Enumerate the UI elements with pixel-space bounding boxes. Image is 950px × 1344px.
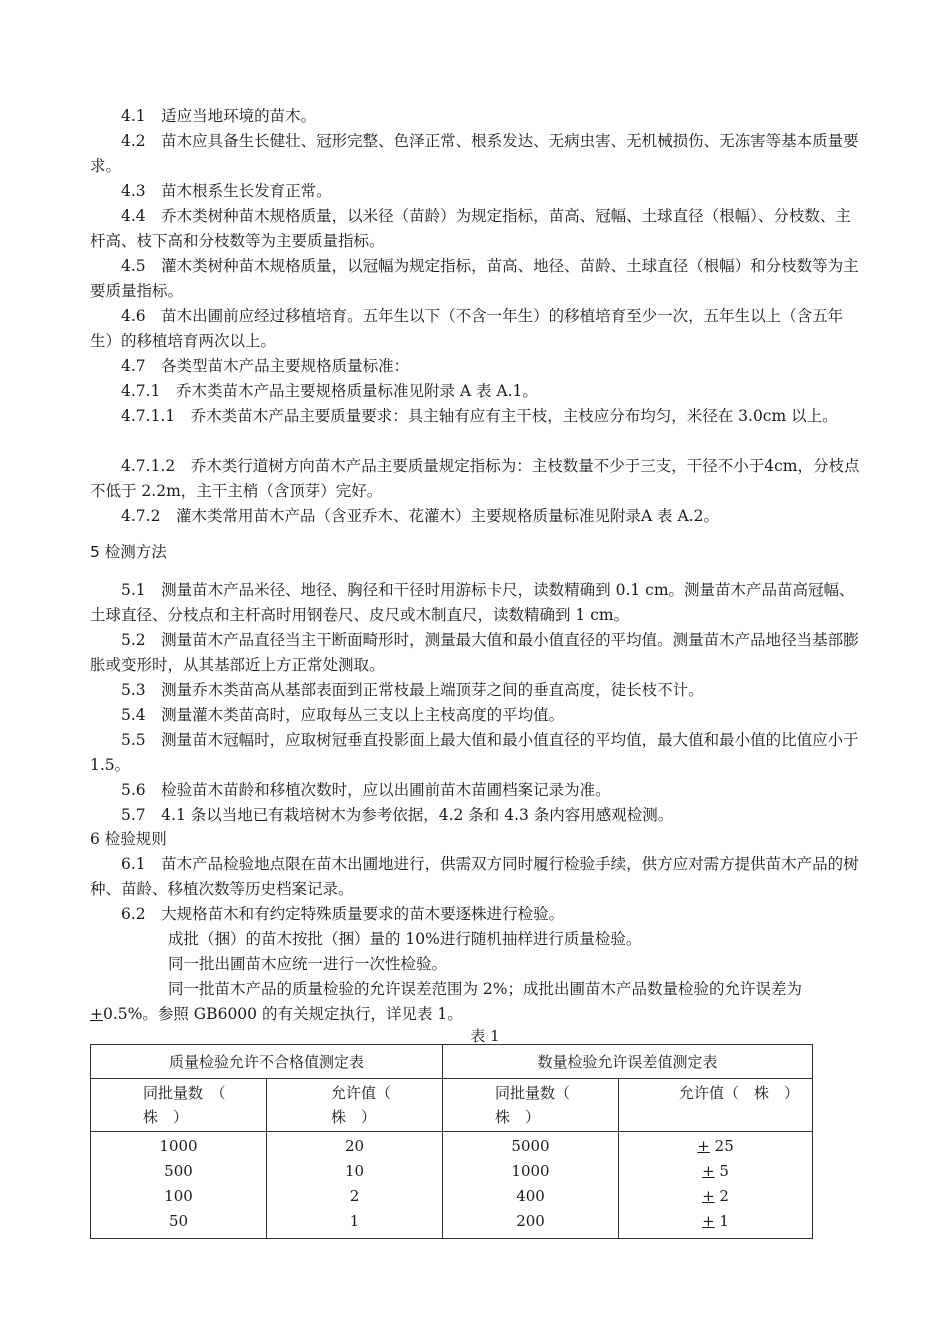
allowed-column-2 [619, 1132, 813, 1239]
cell-value: 50 [168, 1212, 189, 1230]
clause-4-7: 4.7 各类型苗木产品主要规格质量标准： [121, 357, 410, 375]
table-header-batch-size-2 [443, 1079, 619, 1132]
plus-minus-sign: + [702, 1162, 715, 1180]
clause-5-3: 5.3 测量乔木类苗高从基部表面到正常枝最上端顶芽之间的垂直高度，徒长枝不计。 [121, 681, 704, 699]
header-text: 同批量数 （ 株 ） [143, 1084, 241, 1126]
clause-5-1: 5.1 测量苗木产品米径、地径、胸径和干径时用游标卡尺，读数精确到 0.1 cm。测量苗木产品苗高冠幅、土球直径、分枝点和主杆高时用钢卷尺、皮尺或木制直尺，读数精确到 1 cm。 [90, 581, 855, 624]
cell-number: 25 [714, 1137, 734, 1155]
tolerance-text-b: 0.5%。参照 GB6000 的有关规定执行，详见表 1。 [103, 1005, 463, 1023]
plus-minus-sign: + [697, 1137, 710, 1155]
cell-value [619, 1209, 812, 1234]
cell-value [619, 1134, 812, 1159]
clause-6-2-single-batch: 同一批出圃苗木应统一进行一次性检验。 [168, 955, 448, 973]
clause-6-2-tolerance [90, 977, 860, 1027]
cell-value: 1000 [511, 1162, 550, 1180]
tolerance-text-a: 同一批苗木产品的质量检验的允许误差范围为 2%；成批出圃苗木产品数量检验的允许误差为 [168, 980, 803, 998]
clause-5-6: 5.6 检验苗木苗龄和移植次数时，应以出圃前苗木苗圃档案记录为准。 [121, 781, 611, 799]
cell-value [619, 1184, 812, 1209]
table-group-quality: 质量检验允许不合格值测定表 [91, 1045, 443, 1079]
section-5-heading: 5 检测方法 [90, 543, 167, 561]
header-text: 允许值（ 株 ） [679, 1084, 800, 1102]
allowed-column-1 [267, 1132, 443, 1239]
table-header-batch-size-1 [91, 1079, 267, 1132]
table-header-allowed-2 [619, 1079, 813, 1132]
clause-6-2-sampling: 成批（捆）的苗木按批（捆）量的 10%进行随机抽样进行质量检验。 [168, 930, 642, 948]
clause-6-2: 6.2 大规格苗木和有约定特殊质量要求的苗木要逐株进行检验。 [121, 905, 565, 923]
cell-value: 10 [344, 1162, 365, 1180]
table-header-allowed-1 [267, 1079, 443, 1132]
clause-4-7-1-2: 4.7.1.2 乔木类行道树方向苗木产品主要质量规定指标为：主枝数量不少于三支，干径不小于4cm，分枝点不低于 2.2m，主干主梢（含顶芽）完好。 [90, 457, 860, 500]
table-group-quantity: 数量检验允许误差值测定表 [443, 1045, 813, 1079]
cell-value: 500 [164, 1162, 193, 1180]
clause-4-1: 4.1 适应当地环境的苗木。 [121, 107, 317, 125]
plus-minus-sign: + [702, 1212, 715, 1230]
clause-6-1: 6.1 苗木产品检验地点限在苗木出圃地进行，供需双方同时履行检验手续，供方应对需方提供苗木产品的树种、苗龄、移植次数等历史档案记录。 [90, 855, 859, 898]
clause-4-7-1-1: 4.7.1.1 乔木类苗木产品主要质量要求：具主轴有应有主干枝，主枝应分布均匀，米径在 3.0cm 以上。 [121, 407, 838, 425]
table-caption: 表 1 [470, 1027, 500, 1045]
clause-4-5: 4.5 灌木类树种苗木规格质量，以冠幅为规定指标，苗高、地径、苗龄、土球直径（根幅）和分枝数等为主要质量指标。 [90, 257, 859, 300]
clause-4-6: 4.6 苗木出圃前应经过移植培育。五年生以下（不含一年生）的移植培育至少一次，五年生以上（含五年生）的移植培育两次以上。 [90, 307, 844, 350]
cell-number: 1 [719, 1212, 729, 1230]
cell-number: 5 [719, 1162, 729, 1180]
cell-value: 1 [349, 1212, 360, 1230]
cell-value: 2 [349, 1187, 360, 1205]
cell-value [619, 1159, 812, 1184]
cell-number: 2 [719, 1187, 729, 1205]
cell-value: 1000 [159, 1137, 198, 1155]
cell-value: 5000 [511, 1137, 550, 1155]
header-text: 允许值（ 株 ） [331, 1084, 407, 1126]
batch-size-column-1 [91, 1132, 267, 1239]
clause-4-7-2: 4.7.2 灌木类常用苗木产品（含亚乔木、花灌木）主要规格质量标准见附录A 表 A.2。 [121, 507, 719, 525]
cell-value: 20 [344, 1137, 365, 1155]
clause-4-2: 4.2 苗木应具备生长健壮、冠形完整、色泽正常、根系发达、无病虫害、无机械损伤、无冻害等基本质量要求。 [90, 132, 859, 175]
table-row [91, 1132, 813, 1239]
plus-minus-sign: + [702, 1187, 715, 1205]
plus-minus-sign: + [90, 1005, 103, 1023]
cell-value: 100 [164, 1187, 193, 1205]
clause-5-4: 5.4 测量灌木类苗高时，应取每丛三支以上主枝高度的平均值。 [121, 706, 565, 724]
cell-value: 400 [516, 1187, 545, 1205]
section-6-heading: 6 检验规则 [90, 830, 167, 848]
clause-4-7-1: 4.7.1 乔木类苗木产品主要规格质量标准见附录 A 表 A.1。 [121, 382, 538, 400]
cell-value: 200 [516, 1212, 545, 1230]
clause-5-7: 5.7 4.1 条以当地已有栽培树木为参考依据，4.2 条和 4.3 条内容用感观检测。 [121, 806, 674, 824]
batch-size-column-2 [443, 1132, 619, 1239]
tolerance-table [90, 1044, 813, 1239]
clause-5-5: 5.5 测量苗木冠幅时，应取树冠垂直投影面上最大值和最小值直径的平均值，最大值和最小值的比值应小于 1.5。 [90, 731, 859, 774]
clause-5-2: 5.2 测量苗木产品直径当主干断面畸形时，测量最大值和最小值直径的平均值。测量苗木产品地径当基部膨胀或变形时，从其基部近上方正常处测取。 [90, 631, 859, 674]
clause-4-4: 4.4 乔木类树种苗木规格质量，以米径（苗龄）为规定指标，苗高、冠幅、土球直径（根幅）、分枝数、主杆高、枝下高和分枝数等为主要质量指标。 [90, 207, 851, 250]
clause-4-3: 4.3 苗木根系生长发育正常。 [121, 182, 332, 200]
header-text: 同批量数（ 株 ） [495, 1084, 586, 1126]
